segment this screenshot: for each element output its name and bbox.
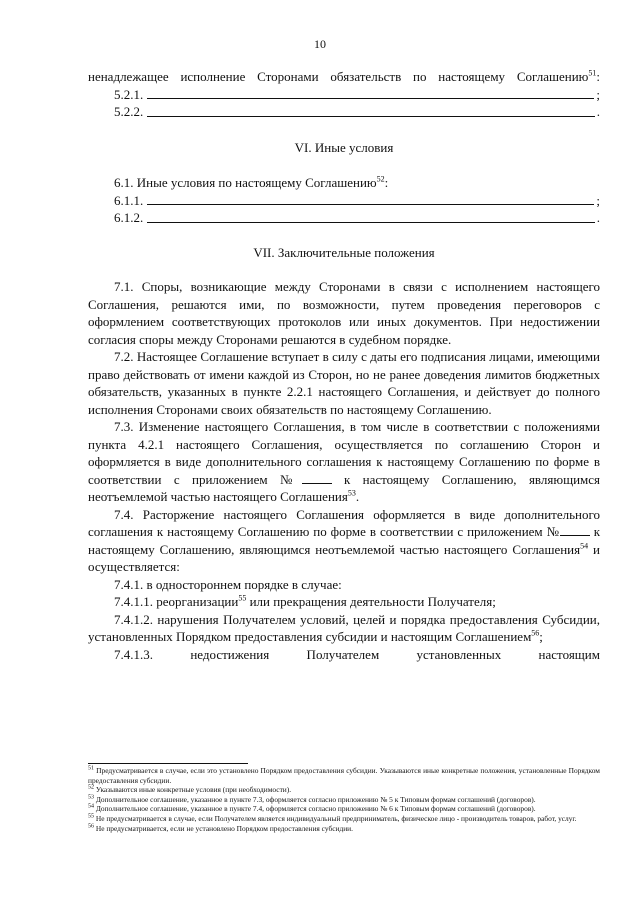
blank-line-6-1-2 — [88, 209, 600, 227]
paragraph-7-3 — [88, 418, 600, 506]
section-7-heading: VII. Заключительные положения — [253, 244, 435, 260]
blank-line-end: . — [596, 210, 600, 225]
paragraph-7-4-1-3: 7.4.1.3. недостижения Получателем установленных настоящим — [114, 646, 600, 662]
footnote-text: Не предусматривается, если не установлено Порядком предоставления субсидии. — [95, 823, 353, 833]
blank-line-end: . — [596, 104, 600, 119]
blank-line-rule — [147, 97, 594, 99]
blank-line-6-1-1 — [88, 192, 600, 210]
paragraph-7-4-1-1 — [88, 593, 600, 611]
footnote-ref-51: 51 — [588, 68, 597, 78]
footnote-number: 54 — [88, 803, 94, 810]
intro-paragraph — [88, 68, 600, 86]
item-6-1 — [88, 174, 600, 192]
document-body — [88, 68, 600, 663]
paragraph-7-1: 7.1. Споры, возникающие между Сторонами в связи с исполнением настоящего Соглашения, решаются ими, по возможности, путем проведения переговоров с оформлением соответствующих протоколов или иных документов. При недостижении согласия споры между Сторонами решаются в судебном порядке. — [88, 279, 600, 347]
paragraph-7-4-1-1-part-b: или прекращения деятельности Получателя; — [249, 594, 496, 609]
footnote-ref-56: 56 — [531, 628, 540, 638]
footnote-54 — [88, 804, 600, 814]
footnote-ref-52: 52 — [376, 174, 385, 184]
intro-text: ненадлежащее исполнение Сторонами обязательств по настоящему Соглашению — [88, 69, 589, 84]
section-6-heading: VI. Иные условия — [294, 139, 394, 155]
blank-line-label: 6.1.1. — [114, 192, 144, 208]
footnote-53 — [88, 795, 600, 805]
footnote-51 — [88, 766, 600, 785]
blank-line-rule — [147, 203, 594, 205]
paragraph-7-2: 7.2. Настоящее Соглашение вступает в силу с даты его подписания лицами, имеющими право действовать от имени каждой из Сторон, но не ранее доведения лимитов бюджетных обязательств, указанных в пункте 2.2.1 настоящего Соглашения, и действует до полного исполнения Сторонами своих обязательств по настоящему Соглашению. — [88, 349, 600, 417]
footnote-number: 53 — [88, 794, 94, 801]
paragraph-7-3-part-a: 7.3. Изменение настоящего Соглашения, в том числе в соответствии с положениями пункта 4.2.1 настоящего Соглашения, осуществляется по соглашению Сторон и оформляется в виде дополнительного соглашения к настоящему Соглашению по форме в соответствии с приложением № — [88, 419, 600, 487]
footnote-52 — [88, 785, 600, 795]
page-number: 10 — [314, 37, 326, 51]
paragraph-7-4-1-2 — [88, 611, 600, 646]
footnote-55 — [88, 814, 600, 824]
intro-tail: : — [596, 69, 600, 84]
footnote-ref-53: 53 — [347, 488, 356, 498]
item-6-1-text: 6.1. Иные условия по настоящему Соглашению — [114, 175, 377, 190]
paragraph-7-4 — [88, 506, 600, 576]
paragraph-7-4-1: 7.4.1. в одностороннем порядке в случае: — [114, 576, 342, 592]
blank-line-label: 6.1.2. — [114, 210, 144, 225]
paragraph-7-4-part-a: 7.4. Расторжение настоящего Соглашения оформляется в виде дополнительного соглашения к настоящему Соглашению по форме в соответствии с приложением № — [88, 506, 600, 539]
paragraph-7-4-1-2-text: 7.4.1.2. нарушения Получателем условий, целей и порядка предоставления Субсидии, установленных Порядком предоставления субсидии и настоящим Соглашением — [88, 611, 600, 644]
paragraph-7-3-tail: . — [355, 489, 360, 504]
footnote-text: Дополнительное соглашение, указанное в пункте 7.4, оформляется согласно приложению № 6 к Типовым формам соглашений (договоров). — [95, 804, 536, 814]
footnote-text: Указываются иные конкретные условия (при необходимости). — [95, 785, 292, 795]
footnote-divider — [88, 763, 248, 764]
blank-line-rule — [147, 221, 595, 223]
blank-line-5-2-2 — [88, 103, 600, 121]
footnotes — [88, 766, 600, 833]
footnote-ref-55: 55 — [238, 593, 247, 603]
footnote-number: 52 — [88, 784, 94, 791]
annex-number-blank — [302, 473, 332, 484]
footnote-number: 55 — [88, 813, 94, 820]
footnote-56 — [88, 824, 600, 834]
footnote-text: Предусматривается в случае, если это установлено Порядком предоставления субсидии. Указываются иные конкретные положения, установленные Порядком предоставления субсидии. — [88, 766, 600, 785]
blank-line-5-2-1 — [88, 86, 600, 104]
blank-line-label: 5.2.1. — [114, 86, 144, 102]
blank-line-end: ; — [596, 192, 600, 208]
footnote-number: 51 — [88, 765, 94, 772]
footnote-text: Дополнительное соглашение, указанное в пункте 7.3, оформляется согласно приложению № 5 к Типовым формам соглашений (договоров). — [95, 794, 536, 804]
footnote-text: Не предусматривается в случае, если Получателем является индивидуальный предприниматель, физическое лицо - производитель товаров, работ, услуг. — [95, 813, 577, 823]
paragraph-7-4-part-b: к настоящему Соглашению, являющимся неотъемлемой частью настоящего Соглашения — [88, 524, 601, 557]
footnote-ref-54: 54 — [580, 541, 589, 551]
blank-line-end: ; — [596, 86, 600, 102]
paragraph-7-4-1-1-part-a: 7.4.1.1. реорганизации — [114, 594, 239, 609]
paragraph-7-3-part-b: к настоящему Соглашению, являющимся неотъемлемой частью настоящего Соглашения — [88, 471, 601, 504]
item-6-1-tail: : — [384, 175, 389, 190]
blank-line-label: 5.2.2. — [114, 104, 144, 119]
annex-number-blank — [560, 525, 590, 536]
paragraph-7-4-tail: и осуществляется: — [88, 541, 601, 574]
paragraph-7-4-1-2-tail: ; — [539, 629, 543, 644]
blank-line-rule — [147, 115, 595, 117]
footnote-number: 56 — [88, 823, 94, 830]
